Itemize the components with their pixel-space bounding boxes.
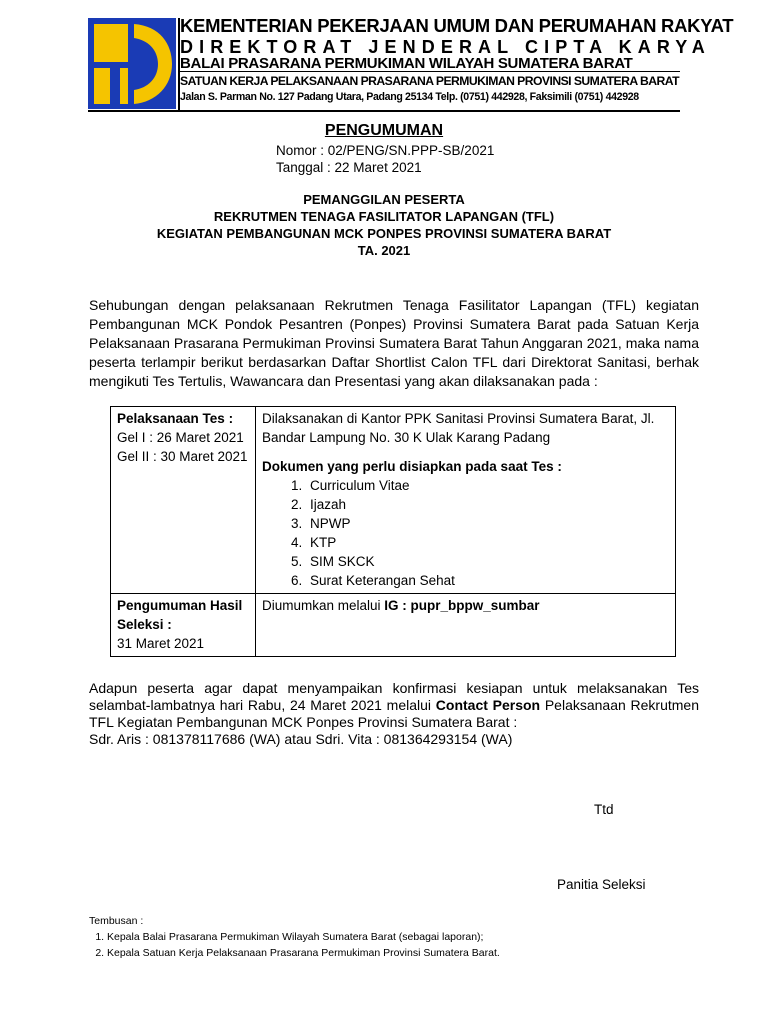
test-details-cell xyxy=(256,407,676,594)
result-date: 31 Maret 2021 xyxy=(117,636,205,651)
list-item: 5. SIM SKCK xyxy=(306,552,669,571)
test-label: Pelaksanaan Tes : xyxy=(117,411,234,426)
address-line: Jalan S. Parman No. 127 Padang Utara, Padang 25134 Telp. (0751) 442928, Faksimili (0751) 442928 xyxy=(180,91,639,103)
subject-line: REKRUTMEN TENAGA FASILITATOR LAPANGAN (TFL) xyxy=(213,209,555,224)
subject-line: PEMANGGILAN PESERTA xyxy=(303,192,465,207)
list-item: 3. NPWP xyxy=(306,514,669,533)
test-schedule-cell xyxy=(111,407,256,594)
tembusan-block xyxy=(89,913,500,961)
result-label-cell xyxy=(111,594,256,657)
list-item: 4. KTP xyxy=(306,533,669,552)
letterhead-rule xyxy=(88,110,680,112)
balai-name: BALAI PRASARANA PERMUKIMAN WILAYAH SUMATERA BARAT xyxy=(180,55,633,72)
list-item: 1. Curriculum Vitae xyxy=(306,476,669,495)
result-details-cell xyxy=(256,594,676,657)
document-title: PENGUMUMAN xyxy=(324,122,444,139)
result-label: Pengumuman Hasil Seleksi : xyxy=(117,598,243,632)
subject-line: TA. 2021 xyxy=(357,243,411,258)
document-date: Tanggal : 22 Maret 2021 xyxy=(276,160,422,175)
signer-name: Panitia Seleksi xyxy=(557,877,646,892)
instagram-handle: IG : pupr_bppw_sumbar xyxy=(384,598,540,613)
subject-line: KEGIATAN PEMBANGUNAN MCK PONPES PROVINSI SUMATERA BARAT xyxy=(156,226,612,241)
test-location: Dilaksanakan di Kantor PPK Sanitasi Provinsi Sumatera Barat, Jl. Bandar Lampung No. 30 K Ulak Karang Padang xyxy=(262,411,655,445)
signature-ttd: Ttd xyxy=(594,802,614,817)
schedule-table xyxy=(110,406,676,657)
intro-paragraph: Sehubungan dengan pelaksanaan Rekrutmen Tenaga Fasilitator Lapangan (TFL) kegiatan Pembangunan MCK Pondok Pesantren (Ponpes) Provinsi Sumatera Barat pada Satuan Kerja Pelaksanaan Prasarana Permukiman Provinsi Sumatera Barat Tahun Anggaran 2021, maka nama peserta terlampir berikut berdasarkan Daftar Shortlist Calon TFL dari Direktorat Sanitasi, berhak mengikuti Tes Tertulis, Wawancara dan Presentasi yang akan dilaksanakan pada : xyxy=(89,297,699,389)
list-item: 2. Kepala Satuan Kerja Pelaksanaan Prasarana Permukiman Provinsi Sumatera Barat. xyxy=(107,945,500,961)
table-row xyxy=(111,594,676,657)
contact-person-label: Contact Person xyxy=(435,697,541,713)
gel1-date: Gel I : 26 Maret 2021 xyxy=(117,430,244,445)
list-item: 6. Surat Keterangan Sehat xyxy=(306,571,669,590)
contact-numbers: Sdr. Aris : 081378117686 (WA) atau Sdri. Vita : 081364293154 (WA) xyxy=(89,731,513,747)
document-number: Nomor : 02/PENG/SN.PPP-SB/2021 xyxy=(276,143,495,158)
list-item: 2. Ijazah xyxy=(306,495,669,514)
pupr-logo xyxy=(88,18,176,109)
table-row xyxy=(111,407,676,594)
ministry-name: KEMENTERIAN PEKERJAAN UMUM DAN PERUMAHAN RAKYAT xyxy=(180,15,734,36)
documents-list xyxy=(262,476,669,590)
documents-title: Dokumen yang perlu disiapkan pada saat Tes : xyxy=(262,459,562,474)
closing-paragraph: Adapun peserta agar dapat menyampaikan konfirmasi kesiapan untuk melaksanakan Tes selambat-lambatnya hari Rabu, 24 Maret 2021 melalui Contact Person Pelaksanaan Rekrutmen TFL Kegiatan Pembangunan MCK Ponpes Provinsi Sumatera Barat : Sdr. Aris : 081378117686 (WA) atau Sdri. Vita : 081364293154 (WA) xyxy=(89,680,699,747)
satker-name: SATUAN KERJA PELAKSANAAN PRASARANA PERMUKIMAN PROVINSI SUMATERA BARAT xyxy=(180,74,679,88)
directorate-name: DIREKTORAT JENDERAL CIPTA KARYA xyxy=(180,37,711,57)
gel2-date: Gel II : 30 Maret 2021 xyxy=(117,449,248,464)
result-text: Diumumkan melalui xyxy=(262,598,385,613)
list-item: 1. Kepala Balai Prasarana Permukiman Wilayah Sumatera Barat (sebagai laporan); xyxy=(107,929,500,945)
tembusan-title: Tembusan : xyxy=(89,915,144,927)
